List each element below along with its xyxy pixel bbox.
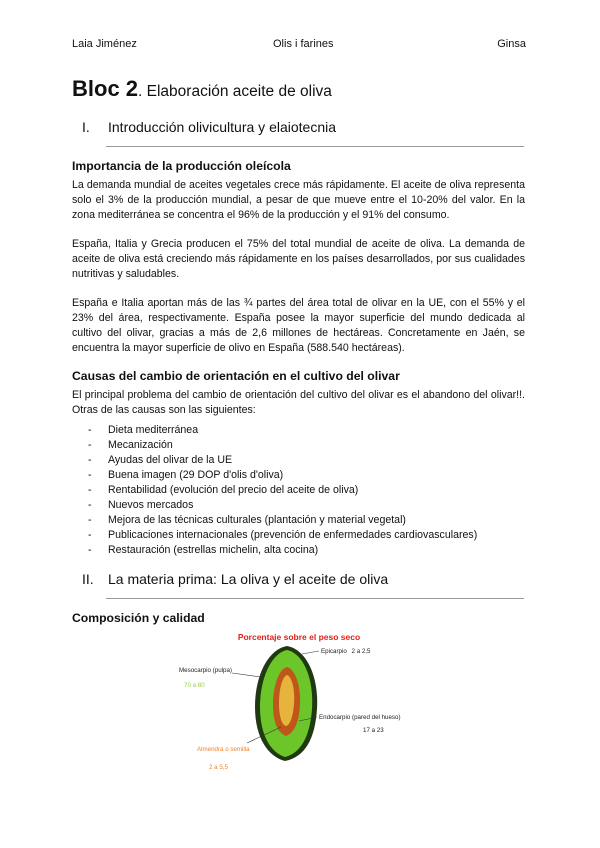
list-item: - Mecanización xyxy=(88,439,173,451)
section-heading-2 xyxy=(82,571,388,587)
section-title: La materia prima: La oliva y el aceite de oliva xyxy=(108,571,389,587)
endocarpio-label: Endocarpio (pared del hueso) xyxy=(319,714,401,721)
header-author: Laia Jiménez xyxy=(72,38,137,50)
list-item: - Buena imagen (29 DOP d'olis d'oliva) xyxy=(88,469,284,481)
list-item: - Restauración (estrellas michelin, alta cocina) xyxy=(88,544,319,556)
list-item: - Publicaciones internacionales (prevención de enfermedades cardiovasculares) xyxy=(88,529,478,541)
header-course: Ginsa xyxy=(497,38,526,50)
bloc-subtitle: . Elaboración aceite de oliva xyxy=(138,83,332,100)
almendra-label: Almendra o semilla xyxy=(197,746,250,753)
heading-importancia: Importancia de la producción oleícola xyxy=(72,159,291,173)
paragraph-produccion: España, Italia y Grecia producen el 75% del total mundial de aceite de oliva. La demanda de aceite de oliva está creciendo más rápidamente en los países desarrollados, por sus cualidades nutritivas y saludables. xyxy=(72,238,525,280)
page-title xyxy=(72,76,332,102)
olive-diagram xyxy=(177,629,422,777)
section-divider xyxy=(106,598,524,599)
olive-composition-figure xyxy=(177,629,422,777)
mesocarpio-label: Mesocarpio (pulpa) xyxy=(179,667,232,674)
header-subject: Olis i farines xyxy=(273,38,334,50)
paragraph-demanda: La demanda mundial de aceites vegetales crece más rápidamente. El aceite de oliva representa solo el 3% de la producción mundial, a pesar de que mueve entre el 10-20% del valor. En la zona mediterránea se concentra el 96% de la producción y el 91% del consumo. xyxy=(72,179,525,221)
paragraph-superficie: España e Italia aportan más de las ¾ partes del área total de olivar en la UE, con el 55% y el 23% del área, respectivamente. España posee la mayor superficie del mundo dedicada al cultivo del olivar, gracias a más de 2,6 millones de hectáreas. Concretamente en Jaén, se encuentra la mayor superficie de olivo en España (588.540 hectáreas). xyxy=(72,297,525,354)
list-item: - Dieta mediterránea xyxy=(88,424,199,436)
paragraph-causas-intro: El principal problema del cambio de orientación del cultivo del olivar es el abandono del olivar!!. Otras de las causas son las siguientes: xyxy=(72,389,525,416)
heading-causas: Causas del cambio de orientación en el cultivo del olivar xyxy=(72,369,400,383)
section-title: Introducción olivicultura y elaiotecnia xyxy=(108,119,337,135)
epicarpio-label: Epicarpio 2 a 2,5 xyxy=(321,648,371,655)
page-header xyxy=(72,38,526,52)
mesocarpio-leader xyxy=(232,673,261,677)
list-item: - Mejora de las técnicas culturales (plantación y material vegetal) xyxy=(88,514,406,526)
list-item: - Nuevos mercados xyxy=(88,499,194,511)
section-divider xyxy=(106,146,524,147)
epicarpio-leader xyxy=(302,651,319,654)
section-number: I. xyxy=(82,119,90,135)
list-item: - Ayudas del olivar de la UE xyxy=(88,454,233,466)
heading-composicion: Composición y calidad xyxy=(72,611,205,625)
almendra-value: 2 a 5,5 xyxy=(209,764,228,771)
endocarpio-value: 17 a 23 xyxy=(363,727,384,734)
section-heading-1 xyxy=(82,119,336,135)
mesocarpio-value: 70 a 80 xyxy=(184,682,205,689)
causas-list xyxy=(88,423,477,558)
list-item: - Rentabilidad (evolución del precio del aceite de oliva) xyxy=(88,484,359,496)
section-number: II. xyxy=(82,571,94,587)
bloc-label: Bloc 2 xyxy=(72,76,139,101)
figure-title: Porcentaje sobre el peso seco xyxy=(237,632,361,642)
